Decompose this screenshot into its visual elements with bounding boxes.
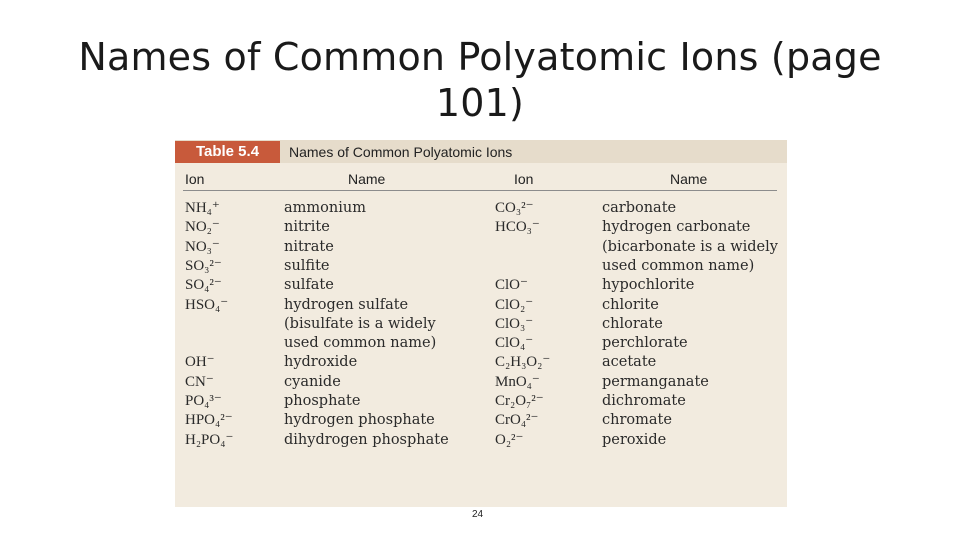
ion-formula-left: PO₄³⁻ xyxy=(185,393,222,409)
header-ion-right: Ion xyxy=(514,171,534,187)
ion-name-right: perchlorate xyxy=(602,335,688,352)
header-divider xyxy=(183,190,777,191)
table-caption: Names of Common Polyatomic Ions xyxy=(289,144,513,160)
ion-formula-left: HPO₄²⁻ xyxy=(185,412,233,429)
ion-name-left: sulfite xyxy=(284,257,330,274)
table-caption-bar xyxy=(175,140,787,163)
ion-name-left: hydrogen phosphate xyxy=(284,412,435,429)
ion-formula-left: OH⁻ xyxy=(185,354,215,371)
ion-formula-left: SO₄²⁻ xyxy=(185,277,222,294)
ion-name-left: dihydrogen phosphate xyxy=(284,431,449,448)
ion-name-right: (bicarbonate is a widely xyxy=(602,238,778,255)
polyatomic-ions-table xyxy=(175,140,787,507)
ion-formula-right: Cr₂O₇²⁻ xyxy=(495,393,544,409)
ion-name-left: cyanide xyxy=(284,373,341,390)
ion-name-right: acetate xyxy=(602,354,657,371)
header-ion-left: Ion xyxy=(185,171,205,187)
ion-name-left: nitrite xyxy=(284,219,330,236)
ion-formula-right: MnO₄⁻ xyxy=(495,373,540,390)
ion-name-left: hydroxide xyxy=(284,354,358,371)
ion-name-right: chlorate xyxy=(602,315,663,332)
slide-title xyxy=(60,34,900,126)
ion-name-right: carbonate xyxy=(602,200,677,216)
slide-title-line-1: Names of Common Polyatomic Ions (page xyxy=(78,35,882,79)
ion-name-left: used common name) xyxy=(284,335,437,352)
ion-name-left: sulfate xyxy=(284,277,334,294)
table-number-tag: Table 5.4 xyxy=(175,141,280,163)
page-number: 24 xyxy=(472,509,484,520)
ion-formula-left: HSO₄⁻ xyxy=(185,296,229,313)
ion-formula-right: HCO₃⁻ xyxy=(495,219,540,236)
ion-name-left: nitrate xyxy=(284,238,334,255)
ion-name-left: phosphate xyxy=(284,393,361,409)
ion-formula-left: CN⁻ xyxy=(185,373,214,390)
ion-name-right: chlorite xyxy=(602,296,659,313)
ion-name-right: peroxide xyxy=(602,431,667,448)
ion-formula-right: C₂H₃O₂⁻ xyxy=(495,354,551,371)
ion-formula-right: CO₃²⁻ xyxy=(495,200,534,216)
ion-formula-right: ClO₂⁻ xyxy=(495,296,534,313)
ion-formula-left: H₂PO₄⁻ xyxy=(185,431,234,448)
slide-title-line-2: 101) xyxy=(435,81,525,125)
ion-name-left: ammonium xyxy=(284,200,366,216)
ion-name-right: permanganate xyxy=(602,373,709,390)
ion-name-left: (bisulfate is a widely xyxy=(284,315,436,332)
ion-name-right: chromate xyxy=(602,412,672,429)
ion-name-left: hydrogen sulfate xyxy=(284,296,409,313)
ion-formula-right: ClO₃⁻ xyxy=(495,315,534,332)
ion-name-right: hydrogen carbonate xyxy=(602,219,751,236)
ion-formula-left: NH₄⁺ xyxy=(185,200,220,216)
ion-formula-left: NO₂⁻ xyxy=(185,219,220,236)
ion-formula-right: ClO₄⁻ xyxy=(495,335,534,352)
ion-name-right: hypochlorite xyxy=(602,277,695,294)
ion-name-right: used common name) xyxy=(602,257,755,274)
ion-formula-right: O₂²⁻ xyxy=(495,431,524,448)
ion-formula-right: CrO₄²⁻ xyxy=(495,412,539,429)
ion-name-right: dichromate xyxy=(602,393,686,409)
ion-formula-right: ClO⁻ xyxy=(495,277,528,294)
ion-formula-left: NO₃⁻ xyxy=(185,238,220,255)
header-name-right: Name xyxy=(670,171,708,187)
ion-formula-left: SO₃²⁻ xyxy=(185,257,222,274)
header-name-left: Name xyxy=(348,171,386,187)
